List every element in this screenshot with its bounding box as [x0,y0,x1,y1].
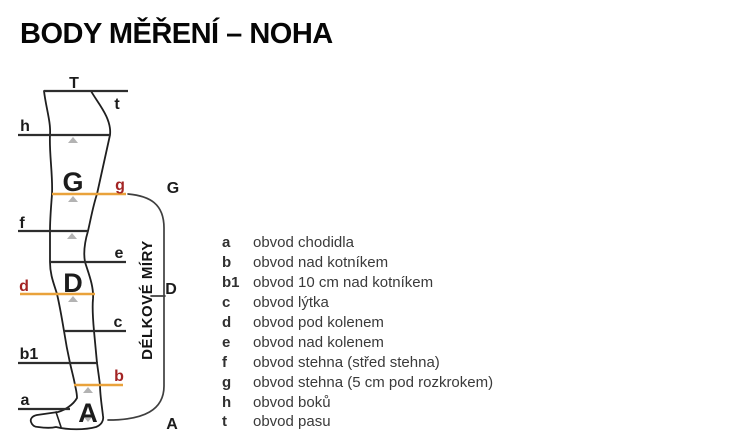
zone-label-A: A [78,398,98,428]
foot-seam-line [56,412,61,427]
legend-key: g [222,373,232,391]
legend-item-t [222,412,552,432]
legend-desc: obvod stehna (5 cm pod rozkrokem) [253,373,494,391]
bracket-label-D: D [165,281,177,298]
legend-item-f [222,352,552,372]
legend-key: t [222,413,227,431]
legend-key: b [222,254,232,272]
legend-desc: obvod nad kotníkem [253,254,389,272]
legend-item-b1 [222,273,552,293]
measure-label-c: c [113,314,123,331]
measure-label-f: f [19,215,25,232]
legend-item-g [222,372,552,392]
legend-desc: obvod pasu [253,413,331,431]
legend-key: e [222,333,231,351]
measure-label-t: t [114,96,120,113]
leg-measurement-diagram [0,70,210,441]
marker-triangle-f [67,233,77,239]
page-title: BODY MĚŘENÍ – NOHA [20,18,333,50]
length-measures-label: DÉLKOVÉ MÍRY [139,240,156,360]
measure-label-b: b [114,368,124,385]
legend-desc: obvod nad kolenem [253,333,384,351]
measure-label-d: d [19,278,29,295]
legend-item-e [222,332,552,352]
legend-desc: obvod chodidla [253,234,354,252]
measure-label-e: e [114,245,124,262]
bracket-label-A: A [166,416,178,433]
legend-item-h [222,392,552,412]
legend [222,233,552,432]
zone-label-G: G [62,167,84,197]
legend-key: b1 [222,274,240,292]
measure-label-a: a [20,392,30,409]
legend-desc: obvod lýtka [253,294,329,312]
legend-item-b [222,253,552,273]
measure-label-t-top: T [69,75,79,92]
legend-key: a [222,234,231,252]
legend-desc: obvod stehna (střed stehna) [253,353,440,371]
legend-item-a [222,233,552,253]
legend-key: h [222,393,232,411]
legend-key: c [222,294,231,312]
legend-desc: obvod pod kolenem [253,314,384,331]
bracket-label-G: G [166,180,180,197]
measure-label-g: g [115,177,125,194]
legend-key: f [222,353,227,371]
measure-label-b1: b1 [19,346,39,363]
marker-triangle-b [83,387,93,393]
measure-label-h: h [20,118,30,135]
legend-desc: obvod 10 cm nad kotníkem [253,274,434,292]
legend-key: d [222,314,232,331]
zone-label-D: D [63,268,83,298]
legend-item-d [222,313,552,333]
legend-item-c [222,293,552,313]
marker-triangle-h [68,137,78,143]
legend-desc: obvod boků [253,393,331,411]
leg-diagram-svg [0,70,210,441]
